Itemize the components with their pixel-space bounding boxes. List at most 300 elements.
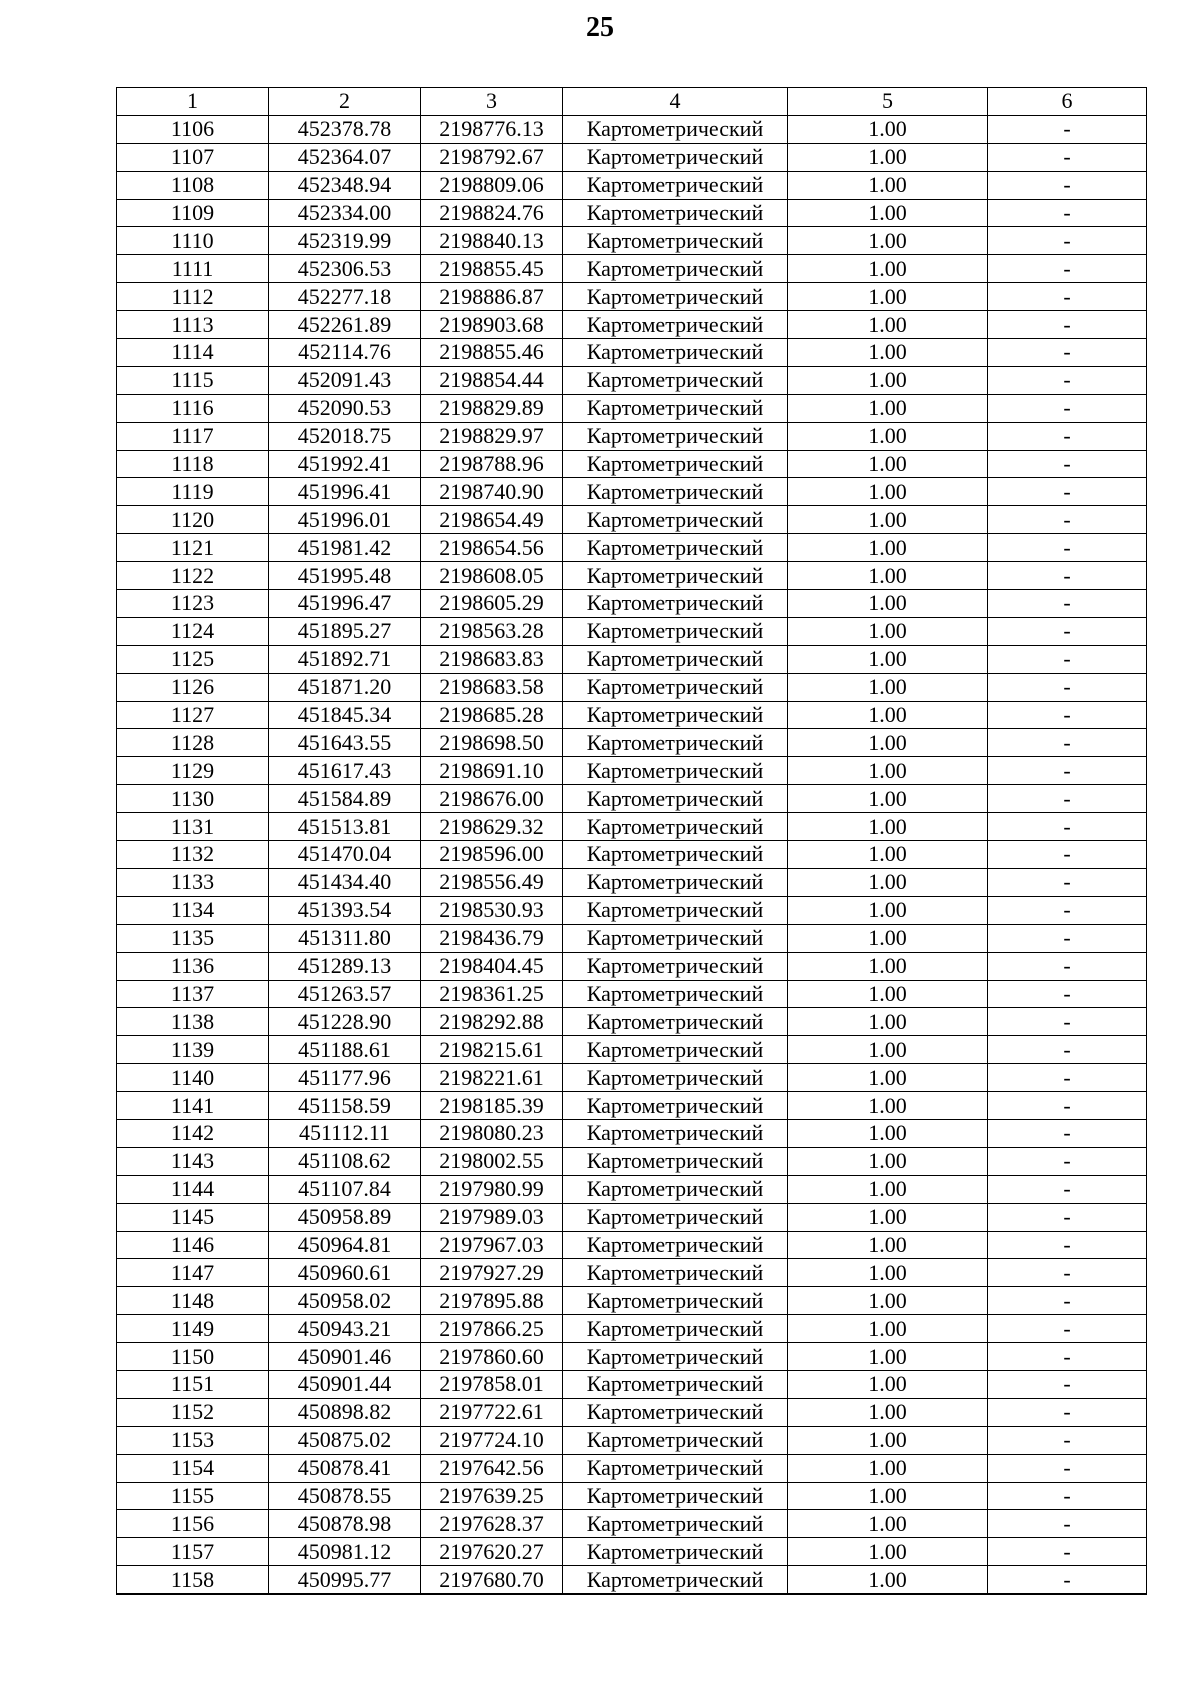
method-cell: Картометрический [563,868,788,896]
x-coordinate-cell: 450958.02 [269,1287,421,1315]
y-coordinate-cell: 2197967.03 [421,1231,563,1259]
x-coordinate-cell: 450898.82 [269,1398,421,1426]
note-cell: - [988,1538,1147,1566]
y-coordinate-cell: 2197989.03 [421,1203,563,1231]
table-row [117,1036,1147,1064]
method-cell: Картометрический [563,673,788,701]
method-cell: Картометрический [563,1119,788,1147]
y-coordinate-cell: 2197895.88 [421,1287,563,1315]
y-coordinate-cell: 2198886.87 [421,283,563,311]
table-row [117,952,1147,980]
method-cell: Картометрический [563,896,788,924]
x-coordinate-cell: 451996.01 [269,506,421,534]
x-coordinate-cell: 452378.78 [269,115,421,143]
method-cell: Картометрический [563,1036,788,1064]
method-cell: Картометрический [563,143,788,171]
column-header: 6 [988,88,1147,116]
note-cell: - [988,980,1147,1008]
accuracy-cell: 1.00 [788,339,988,367]
table-row [117,1119,1147,1147]
x-coordinate-cell: 451981.42 [269,534,421,562]
note-cell: - [988,366,1147,394]
method-cell: Картометрический [563,1203,788,1231]
accuracy-cell: 1.00 [788,1259,988,1287]
x-coordinate-cell: 451513.81 [269,813,421,841]
column-header: 1 [117,88,269,116]
table-row [117,450,1147,478]
note-cell: - [988,1398,1147,1426]
method-cell: Картометрический [563,1370,788,1398]
table-row [117,1203,1147,1231]
y-coordinate-cell: 2198776.13 [421,115,563,143]
x-coordinate-cell: 452306.53 [269,255,421,283]
method-cell: Картометрический [563,1064,788,1092]
table-row [117,1510,1147,1538]
y-coordinate-cell: 2198608.05 [421,562,563,590]
accuracy-cell: 1.00 [788,1538,988,1566]
point-number-cell: 1108 [117,171,269,199]
x-coordinate-cell: 450901.46 [269,1343,421,1371]
x-coordinate-cell: 452018.75 [269,422,421,450]
table-row [117,1064,1147,1092]
accuracy-cell: 1.00 [788,115,988,143]
x-coordinate-cell: 451996.47 [269,590,421,618]
y-coordinate-cell: 2197639.25 [421,1482,563,1510]
method-cell: Картометрический [563,1426,788,1454]
point-number-cell: 1139 [117,1036,269,1064]
method-cell: Картометрический [563,980,788,1008]
accuracy-cell: 1.00 [788,841,988,869]
x-coordinate-cell: 452319.99 [269,227,421,255]
point-number-cell: 1132 [117,841,269,869]
note-cell: - [988,1510,1147,1538]
point-number-cell: 1129 [117,757,269,785]
y-coordinate-cell: 2198002.55 [421,1147,563,1175]
note-cell: - [988,394,1147,422]
accuracy-cell: 1.00 [788,1482,988,1510]
y-coordinate-cell: 2198605.29 [421,590,563,618]
column-header: 3 [421,88,563,116]
point-number-cell: 1107 [117,143,269,171]
method-cell: Картометрический [563,1454,788,1482]
method-cell: Картометрический [563,394,788,422]
x-coordinate-cell: 450878.55 [269,1482,421,1510]
point-number-cell: 1106 [117,115,269,143]
x-coordinate-cell: 451311.80 [269,924,421,952]
note-cell: - [988,171,1147,199]
accuracy-cell: 1.00 [788,1426,988,1454]
note-cell: - [988,1259,1147,1287]
method-cell: Картометрический [563,422,788,450]
x-coordinate-cell: 452090.53 [269,394,421,422]
note-cell: - [988,1426,1147,1454]
x-coordinate-cell: 450943.21 [269,1315,421,1343]
accuracy-cell: 1.00 [788,199,988,227]
point-number-cell: 1128 [117,729,269,757]
x-coordinate-cell: 452348.94 [269,171,421,199]
accuracy-cell: 1.00 [788,1147,988,1175]
method-cell: Картометрический [563,645,788,673]
note-cell: - [988,1175,1147,1203]
accuracy-cell: 1.00 [788,1343,988,1371]
table-row [117,171,1147,199]
method-cell: Картометрический [563,924,788,952]
y-coordinate-cell: 2198185.39 [421,1092,563,1120]
y-coordinate-cell: 2198563.28 [421,617,563,645]
y-coordinate-cell: 2198855.45 [421,255,563,283]
accuracy-cell: 1.00 [788,1092,988,1120]
y-coordinate-cell: 2198809.06 [421,171,563,199]
method-cell: Картометрический [563,366,788,394]
method-cell: Картометрический [563,1343,788,1371]
table-row [117,143,1147,171]
x-coordinate-cell: 451112.11 [269,1119,421,1147]
point-number-cell: 1119 [117,478,269,506]
note-cell: - [988,311,1147,339]
note-cell: - [988,227,1147,255]
y-coordinate-cell: 2198854.44 [421,366,563,394]
note-cell: - [988,115,1147,143]
note-cell: - [988,450,1147,478]
method-cell: Картометрический [563,534,788,562]
point-number-cell: 1131 [117,813,269,841]
table-row [117,1231,1147,1259]
x-coordinate-cell: 452364.07 [269,143,421,171]
point-number-cell: 1111 [117,255,269,283]
x-coordinate-cell: 451992.41 [269,450,421,478]
y-coordinate-cell: 2198840.13 [421,227,563,255]
accuracy-cell: 1.00 [788,1231,988,1259]
point-number-cell: 1145 [117,1203,269,1231]
table-row [117,868,1147,896]
method-cell: Картометрический [563,450,788,478]
y-coordinate-cell: 2198740.90 [421,478,563,506]
table-row [117,422,1147,450]
table-row [117,1454,1147,1482]
x-coordinate-cell: 450960.61 [269,1259,421,1287]
note-cell: - [988,841,1147,869]
accuracy-cell: 1.00 [788,1175,988,1203]
note-cell: - [988,478,1147,506]
table-row [117,617,1147,645]
note-cell: - [988,339,1147,367]
x-coordinate-cell: 451996.41 [269,478,421,506]
method-cell: Картометрический [563,841,788,869]
accuracy-cell: 1.00 [788,1036,988,1064]
point-number-cell: 1141 [117,1092,269,1120]
table-row [117,1287,1147,1315]
table-row [117,1538,1147,1566]
x-coordinate-cell: 451871.20 [269,673,421,701]
point-number-cell: 1125 [117,645,269,673]
note-cell: - [988,283,1147,311]
table-row [117,227,1147,255]
note-cell: - [988,896,1147,924]
accuracy-cell: 1.00 [788,506,988,534]
method-cell: Картометрический [563,1147,788,1175]
accuracy-cell: 1.00 [788,952,988,980]
table-row [117,283,1147,311]
table-row [117,534,1147,562]
point-number-cell: 1122 [117,562,269,590]
accuracy-cell: 1.00 [788,1454,988,1482]
note-cell: - [988,1315,1147,1343]
table-row [117,813,1147,841]
y-coordinate-cell: 2198698.50 [421,729,563,757]
method-cell: Картометрический [563,478,788,506]
method-cell: Картометрический [563,617,788,645]
y-coordinate-cell: 2197642.56 [421,1454,563,1482]
accuracy-cell: 1.00 [788,1370,988,1398]
x-coordinate-cell: 451263.57 [269,980,421,1008]
x-coordinate-cell: 450901.44 [269,1370,421,1398]
y-coordinate-cell: 2197722.61 [421,1398,563,1426]
table-row [117,1566,1147,1594]
point-number-cell: 1155 [117,1482,269,1510]
accuracy-cell: 1.00 [788,1287,988,1315]
accuracy-cell: 1.00 [788,422,988,450]
point-number-cell: 1157 [117,1538,269,1566]
point-number-cell: 1124 [117,617,269,645]
y-coordinate-cell: 2198215.61 [421,1036,563,1064]
point-number-cell: 1150 [117,1343,269,1371]
note-cell: - [988,868,1147,896]
note-cell: - [988,590,1147,618]
table-row [117,757,1147,785]
note-cell: - [988,952,1147,980]
note-cell: - [988,1566,1147,1594]
method-cell: Картометрический [563,1398,788,1426]
point-number-cell: 1137 [117,980,269,1008]
accuracy-cell: 1.00 [788,617,988,645]
column-header: 4 [563,88,788,116]
y-coordinate-cell: 2198903.68 [421,311,563,339]
x-coordinate-cell: 452091.43 [269,366,421,394]
method-cell: Картометрический [563,1538,788,1566]
x-coordinate-cell: 451845.34 [269,701,421,729]
point-number-cell: 1149 [117,1315,269,1343]
point-number-cell: 1126 [117,673,269,701]
x-coordinate-cell: 451617.43 [269,757,421,785]
method-cell: Картометрический [563,1482,788,1510]
accuracy-cell: 1.00 [788,171,988,199]
y-coordinate-cell: 2198855.46 [421,339,563,367]
x-coordinate-cell: 452277.18 [269,283,421,311]
y-coordinate-cell: 2198292.88 [421,1008,563,1036]
method-cell: Картометрический [563,729,788,757]
x-coordinate-cell: 450878.41 [269,1454,421,1482]
note-cell: - [988,813,1147,841]
x-coordinate-cell: 451108.62 [269,1147,421,1175]
accuracy-cell: 1.00 [788,924,988,952]
note-cell: - [988,1370,1147,1398]
table-row [117,924,1147,952]
table-row [117,590,1147,618]
note-cell: - [988,673,1147,701]
y-coordinate-cell: 2198824.76 [421,199,563,227]
accuracy-cell: 1.00 [788,980,988,1008]
y-coordinate-cell: 2198683.83 [421,645,563,673]
point-number-cell: 1151 [117,1370,269,1398]
y-coordinate-cell: 2198404.45 [421,952,563,980]
point-number-cell: 1127 [117,701,269,729]
point-number-cell: 1142 [117,1119,269,1147]
table-row [117,1482,1147,1510]
note-cell: - [988,199,1147,227]
accuracy-cell: 1.00 [788,478,988,506]
accuracy-cell: 1.00 [788,394,988,422]
accuracy-cell: 1.00 [788,1510,988,1538]
table-row [117,1370,1147,1398]
point-number-cell: 1143 [117,1147,269,1175]
table-row [117,785,1147,813]
method-cell: Картометрический [563,506,788,534]
x-coordinate-cell: 450878.98 [269,1510,421,1538]
accuracy-cell: 1.00 [788,534,988,562]
y-coordinate-cell: 2197858.01 [421,1370,563,1398]
y-coordinate-cell: 2198685.28 [421,701,563,729]
y-coordinate-cell: 2198361.25 [421,980,563,1008]
y-coordinate-cell: 2197628.37 [421,1510,563,1538]
method-cell: Картометрический [563,171,788,199]
y-coordinate-cell: 2198829.97 [421,422,563,450]
y-coordinate-cell: 2198691.10 [421,757,563,785]
table-row [117,1175,1147,1203]
x-coordinate-cell: 451107.84 [269,1175,421,1203]
y-coordinate-cell: 2198654.49 [421,506,563,534]
method-cell: Картометрический [563,590,788,618]
accuracy-cell: 1.00 [788,1064,988,1092]
note-cell: - [988,645,1147,673]
table-body [117,115,1147,1594]
y-coordinate-cell: 2198080.23 [421,1119,563,1147]
x-coordinate-cell: 451995.48 [269,562,421,590]
x-coordinate-cell: 451228.90 [269,1008,421,1036]
method-cell: Картометрический [563,1175,788,1203]
accuracy-cell: 1.00 [788,673,988,701]
note-cell: - [988,1092,1147,1120]
point-number-cell: 1140 [117,1064,269,1092]
y-coordinate-cell: 2198436.79 [421,924,563,952]
note-cell: - [988,1147,1147,1175]
method-cell: Картометрический [563,1092,788,1120]
table-row [117,255,1147,283]
note-cell: - [988,1454,1147,1482]
point-number-cell: 1138 [117,1008,269,1036]
note-cell: - [988,1482,1147,1510]
x-coordinate-cell: 451584.89 [269,785,421,813]
point-number-cell: 1158 [117,1566,269,1594]
point-number-cell: 1153 [117,1426,269,1454]
method-cell: Картометрический [563,701,788,729]
note-cell: - [988,562,1147,590]
note-cell: - [988,1064,1147,1092]
column-header: 5 [788,88,988,116]
point-number-cell: 1123 [117,590,269,618]
x-coordinate-cell: 451892.71 [269,645,421,673]
accuracy-cell: 1.00 [788,143,988,171]
y-coordinate-cell: 2198221.61 [421,1064,563,1092]
table-row [117,645,1147,673]
table-row [117,980,1147,1008]
table-row [117,478,1147,506]
method-cell: Картометрический [563,255,788,283]
method-cell: Картометрический [563,283,788,311]
table-row [117,701,1147,729]
table-row [117,1426,1147,1454]
method-cell: Картометрический [563,339,788,367]
point-number-cell: 1156 [117,1510,269,1538]
y-coordinate-cell: 2197724.10 [421,1426,563,1454]
point-number-cell: 1110 [117,227,269,255]
point-number-cell: 1112 [117,283,269,311]
note-cell: - [988,255,1147,283]
y-coordinate-cell: 2197980.99 [421,1175,563,1203]
accuracy-cell: 1.00 [788,227,988,255]
y-coordinate-cell: 2198629.32 [421,813,563,841]
x-coordinate-cell: 452114.76 [269,339,421,367]
x-coordinate-cell: 450995.77 [269,1566,421,1594]
accuracy-cell: 1.00 [788,757,988,785]
x-coordinate-cell: 451434.40 [269,868,421,896]
x-coordinate-cell: 451188.61 [269,1036,421,1064]
table-row [117,896,1147,924]
x-coordinate-cell: 450875.02 [269,1426,421,1454]
accuracy-cell: 1.00 [788,1119,988,1147]
y-coordinate-cell: 2197866.25 [421,1315,563,1343]
table-row [117,1008,1147,1036]
accuracy-cell: 1.00 [788,645,988,673]
accuracy-cell: 1.00 [788,1203,988,1231]
point-number-cell: 1114 [117,339,269,367]
note-cell: - [988,1008,1147,1036]
table-row [117,1092,1147,1120]
note-cell: - [988,701,1147,729]
table-row [117,841,1147,869]
accuracy-cell: 1.00 [788,729,988,757]
note-cell: - [988,422,1147,450]
accuracy-cell: 1.00 [788,785,988,813]
note-cell: - [988,617,1147,645]
point-number-cell: 1135 [117,924,269,952]
method-cell: Картометрический [563,1510,788,1538]
note-cell: - [988,785,1147,813]
x-coordinate-cell: 452334.00 [269,199,421,227]
y-coordinate-cell: 2198676.00 [421,785,563,813]
note-cell: - [988,534,1147,562]
point-number-cell: 1113 [117,311,269,339]
accuracy-cell: 1.00 [788,562,988,590]
point-number-cell: 1116 [117,394,269,422]
point-number-cell: 1121 [117,534,269,562]
accuracy-cell: 1.00 [788,1315,988,1343]
x-coordinate-cell: 451158.59 [269,1092,421,1120]
point-number-cell: 1147 [117,1259,269,1287]
note-cell: - [988,143,1147,171]
table-row [117,1315,1147,1343]
note-cell: - [988,1203,1147,1231]
point-number-cell: 1133 [117,868,269,896]
method-cell: Картометрический [563,115,788,143]
y-coordinate-cell: 2198654.56 [421,534,563,562]
point-number-cell: 1118 [117,450,269,478]
table-header-row [117,88,1147,116]
x-coordinate-cell: 451643.55 [269,729,421,757]
note-cell: - [988,1287,1147,1315]
x-coordinate-cell: 451177.96 [269,1064,421,1092]
accuracy-cell: 1.00 [788,283,988,311]
note-cell: - [988,506,1147,534]
